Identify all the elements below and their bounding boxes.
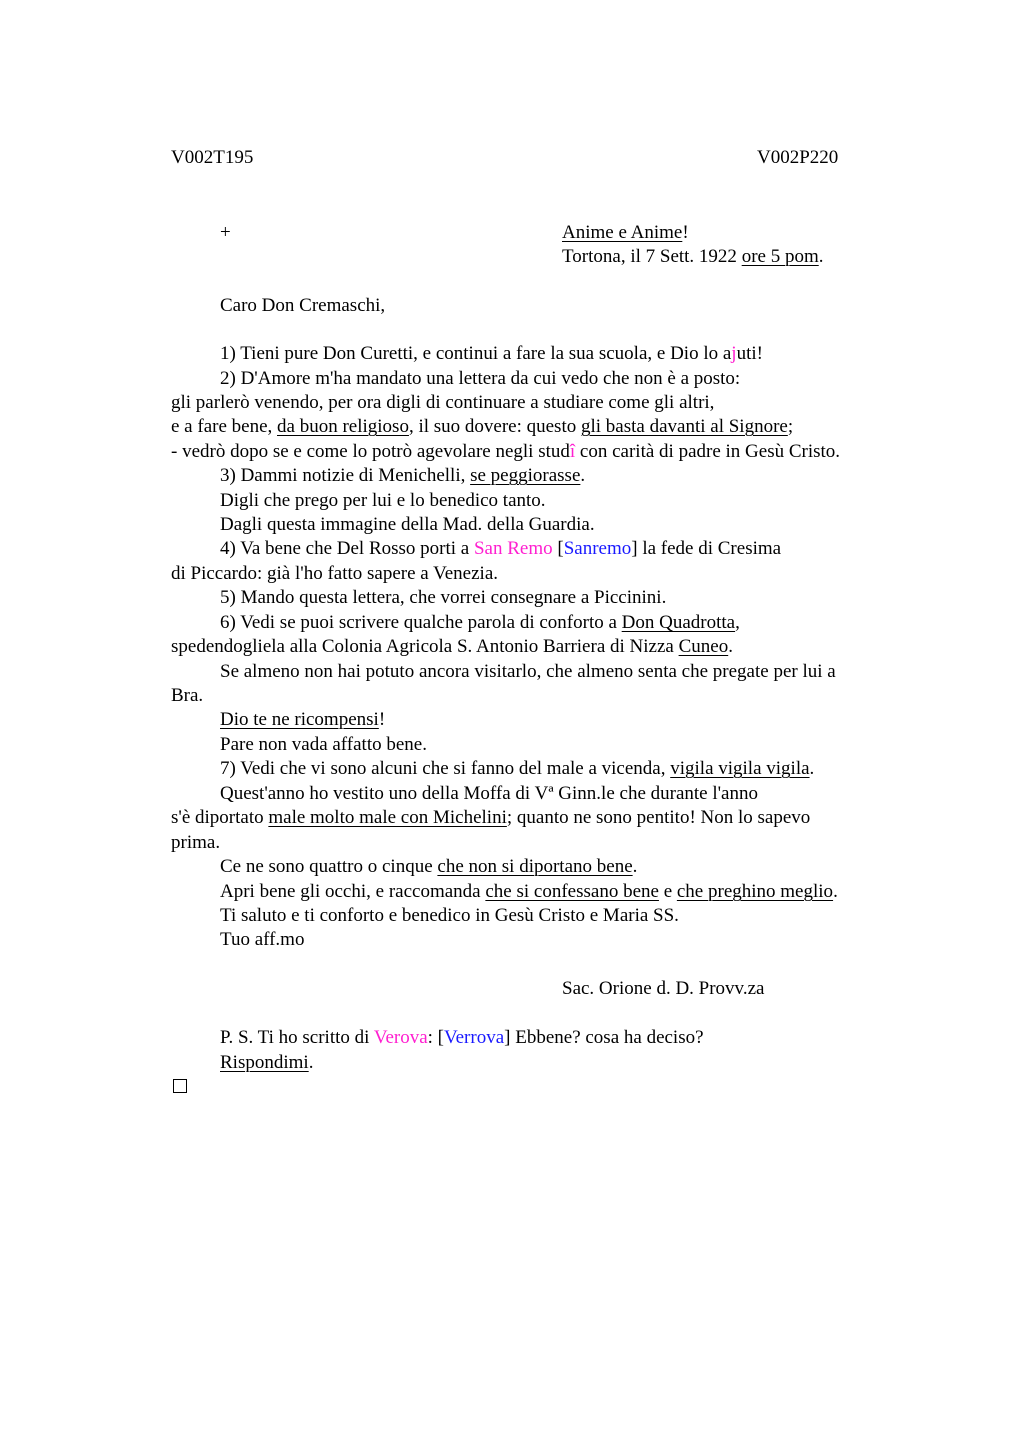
closing: Tuo aff.mo: [220, 929, 305, 950]
body-line: s'è diportato male molto male con Michelini; quanto ne sono pentito! Non lo sapevo: [171, 807, 811, 828]
body-line: 1) Tieni pure Don Curetti, e continui a fare la sua scuola, e Dio lo ajuti!: [220, 343, 763, 364]
body-line: e a fare bene, da buon religioso, il suo dovere: questo gli basta davanti al Signore;: [171, 416, 794, 437]
body-line: di Piccardo: già l'ho fatto sapere a Venezia.: [171, 563, 498, 584]
body-line: Apri bene gli occhi, e raccomanda che si confessano bene e che preghino meglio.: [220, 881, 838, 902]
body-line: Ce ne sono quattro o cinque che non si diportano bene.: [220, 856, 638, 877]
body-line: Ti saluto e ti conforto e benedico in Gesù Cristo e Maria SS.: [220, 905, 679, 926]
body-line: 7) Vedi che vi sono alcuni che si fanno del male a vicenda, vigila vigila vigila.: [220, 758, 815, 779]
body-line: Pare non vada affatto bene.: [220, 734, 427, 755]
motto: Anime e Anime!: [562, 222, 689, 243]
body-line: 6) Vedi se puoi scrivere qualche parola di conforto a Don Quadrotta,: [220, 612, 740, 633]
header-right-code: V002P220: [757, 147, 839, 168]
body-line: prima.: [171, 832, 221, 853]
body-line: Digli che prego per lui e lo benedico tanto.: [220, 490, 546, 511]
signature: Sac. Orione d. D. Provv.za: [562, 978, 765, 999]
salutation: Caro Don Cremaschi,: [220, 295, 386, 316]
body-line: gli parlerò venendo, per ora digli di continuare a studiare come gli altri,: [171, 392, 715, 413]
body-line: Bra.: [171, 685, 204, 706]
body-line: 2) D'Amore m'ha mandato una lettera da cui vedo che non è a posto:: [220, 368, 741, 389]
postscript: P. S. Ti ho scritto di Verova: [Verrova] Ebbene? cosa ha deciso?: [220, 1027, 704, 1048]
cross-mark: +: [220, 222, 231, 243]
place-date: Tortona, il 7 Sett. 1922 ore 5 pom.: [562, 246, 824, 267]
body-line: 5) Mando questa lettera, che vorrei consegnare a Piccinini.: [220, 587, 667, 608]
postscript-reply: Rispondimi.: [220, 1052, 314, 1073]
body-line: Se almeno non hai potuto ancora visitarlo, che almeno senta che pregate per lui a: [220, 661, 836, 682]
body-line: spedendogliela alla Colonia Agricola S. Antonio Barriera di Nizza Cuneo.: [171, 636, 733, 657]
body-line: Quest'anno ho vestito uno della Moffa di Vª Ginn.le che durante l'anno: [220, 783, 758, 804]
time-note: ore 5 pom: [741, 246, 819, 267]
body-line: 3) Dammi notizie di Menichelli, se peggiorasse.: [220, 465, 586, 486]
motto-text: Anime e Anime: [562, 222, 683, 243]
body-line: Dio te ne ricompensi!: [220, 709, 386, 730]
body-line: Dagli questa immagine della Mad. della Guardia.: [220, 514, 595, 535]
body-line: - vedrò dopo se e come lo potrò agevolare negli studî con carità di padre in Gesù Cristo.: [171, 441, 841, 462]
body-line: 4) Va bene che Del Rosso porti a San Remo [Sanremo] la fede di Cresima: [220, 538, 782, 559]
square-icon: [173, 1079, 187, 1093]
header-left-code: V002T195: [171, 147, 254, 168]
